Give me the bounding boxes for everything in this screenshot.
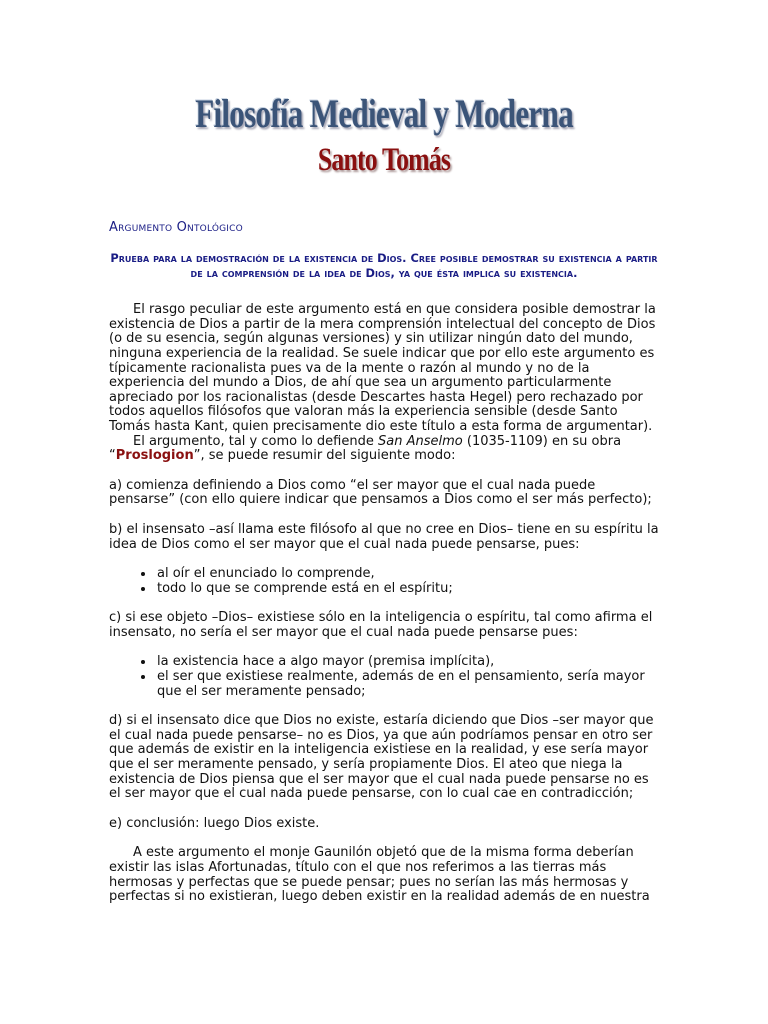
section-intro: Prueba para la demostración de la existencia de Dios. Cree posible demostrar su existencia a partir de la comprensión de la idea de Dios, ya que ésta implica su existencia. [110, 251, 658, 280]
step-c-list [109, 655, 659, 699]
step-c: c) si ese objeto –Dios– existiese sólo en la inteligencia o espíritu, tal como afirma el insensato, no sería el ser mayor que el cual nada puede pensarse pues: [109, 610, 653, 640]
step-a: a) comienza definiendo a Dios como “el ser mayor que el cual nada puede pensarse” (con ello quiere indicar que pensamos a Dios como el ser más perfecto); [109, 477, 652, 508]
section-heading: Argumento Ontológico [109, 220, 243, 235]
paragraph-2-text-b: (1035-1109) en su obra “ [109, 433, 622, 464]
paragraph-2-text-a: El argumento, tal y como lo defiende [133, 433, 378, 449]
paragraph-2-text-c: ”, se puede resumir del siguiente modo: [193, 448, 456, 464]
list-item: • la existencia hace a algo mayor (premisa implícita), [155, 655, 659, 670]
document-subtitle: Santo Tomás [317, 142, 451, 178]
list-item: • el ser que existiese realmente, además de en el pensamiento, sería mayor que el ser meramente pensado; [155, 670, 659, 699]
document-title: Filosofía Medieval y Moderna [195, 91, 573, 136]
document-body [109, 220, 659, 905]
step-e: e) conclusión: luego Dios existe. [109, 815, 320, 831]
author-name: San Anselmo [378, 433, 463, 449]
step-b-list [109, 567, 659, 596]
step-d: d) si el insensato dice que Dios no existe, estaría diciendo que Dios –ser mayor que el cual nada puede pensarse– no es Dios, ya que aún podríamos pensar en otro ser que además de existir en la inteligencia existiese en la realidad, y ese sería mayor que el ser meramente pensado, y sería propiamente Dios. El ateo que niega la existencia de Dios piensa que el ser mayor que el cual nada puede pensarse no es el ser mayor que el cual nada puede pensarse, con lo cual cae en contradicción; [109, 713, 654, 802]
step-b: b) el insensato –así llama este filósofo al que no cree en Dios– tiene en su espíritu la idea de Dios como el ser mayor que el cual nada puede pensarse, pues: [109, 521, 659, 552]
list-item: • al oír el enunciado lo comprende, [155, 567, 659, 582]
work-title: Proslogion [115, 448, 194, 464]
paragraph-1: El rasgo peculiar de este argumento está en que considera posible demostrar la existencia de Dios a partir de la mera comprensión intelectual del concepto de Dios (o de su esencia, según algunas versiones) y sin utilizar ningún dato del mundo, ninguna experiencia de la realidad. Se suele indicar que por ello este argumento es típicamente racionalista pues va de la mente o razón al mundo y no de la experiencia del mundo a Dios, de ahí que sea un argumento particularmente apreciado por los racionalistas (desde Descartes hasta Hegel) pero rechazado por todos aquellos filósofos que valoran más la experiencia sensible (desde Santo Tomás hasta Kant, quien precisamente dio este título a esta forma de argumentar). [109, 302, 656, 434]
paragraph-3: A este argumento el monje Gaunilón objetó que de la misma forma deberían existir las islas Afortunadas, título con el que nos referimos a las tierras más hermosas y perfectas que se puede pensar; pues no serían las más hermosas y perfectas si no existieran, luego deben existir en la realidad además de en nuestra [109, 845, 650, 905]
paragraph-2 [109, 435, 659, 464]
header-banner [0, 92, 768, 178]
list-item: • todo lo que se comprende está en el espíritu; [155, 582, 659, 597]
